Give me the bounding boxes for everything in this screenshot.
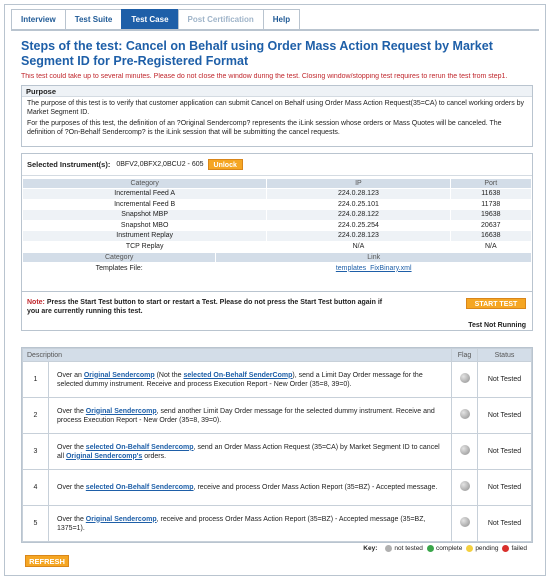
purpose-paragraph-2: For the purposes of this test, the definition of an ?Original Sendercomp? represents the iLink session whose orders or Mass Quotes will be canceled. The definition of ?On-Behalf Sendercomp? is the iLink session that will be submitting the cancel requests. (27, 120, 502, 136)
feed-ip: 224.0.25.254 (267, 220, 450, 231)
feed-port: 11638 (450, 189, 531, 200)
step-text: Over an (57, 371, 84, 379)
step-status: Not Tested (478, 362, 532, 398)
table-row (23, 434, 532, 470)
steps-header-description: Description (23, 349, 452, 362)
unlock-button[interactable]: Unlock (208, 159, 243, 170)
tab-test-case[interactable]: Test Case (121, 9, 178, 29)
feed-header-category: Category (23, 179, 267, 189)
feed-ip: 224.0.28.122 (267, 210, 450, 221)
step-number: 3 (23, 434, 49, 470)
templates-file-link[interactable]: templates_FixBinary.xml (335, 264, 412, 272)
step-text: , receive and process Order Mass Action Report (35=BZ) - Accepted message (35=BZ, 1375=1). (57, 515, 426, 532)
test-status-text: Test Not Running (468, 322, 526, 329)
status-dot-icon (460, 373, 470, 383)
step-term: selected On-Behalf SenderComp (183, 371, 293, 379)
feed-ip: 224.0.28.123 (267, 231, 450, 242)
table-row (23, 231, 532, 242)
refresh-button[interactable]: REFRESH (25, 555, 69, 567)
step-text: Over the (57, 515, 86, 523)
step-term: Original Sendercomp (85, 515, 157, 523)
step-text: , send an Order Mass Action Request (35=CA) by Market Segment ID to cancel all (57, 443, 440, 460)
table-row (23, 263, 532, 274)
feed-ip: 224.0.25.101 (267, 199, 450, 210)
feed-port: 16638 (450, 231, 531, 242)
key-label: Key: (363, 545, 378, 552)
step-flag (452, 506, 478, 542)
step-status: Not Tested (478, 470, 532, 506)
feed-port: N/A (450, 241, 531, 252)
feed-category: Incremental Feed A (23, 189, 267, 200)
feed-category: Snapshot MBO (23, 220, 267, 231)
step-flag (452, 434, 478, 470)
failed-dot-icon (502, 545, 509, 552)
pending-dot-icon (466, 545, 473, 552)
note-body: Press the Start Test button to start or restart a Test. Please do not press the Start Test button again if you are currently running this test. (27, 299, 383, 315)
instrument-panel (21, 153, 533, 300)
key-failed: failed (511, 545, 527, 552)
purpose-panel (21, 85, 533, 147)
status-dot-icon (460, 517, 470, 527)
steps-header-status: Status (478, 349, 532, 362)
step-text: Over the (57, 484, 86, 491)
step-text: ), send a Limit Day Order message for the selected dummy instrument. Receive and process Execution Report - New Order (35=8, 39=0). (57, 371, 423, 388)
step-description (49, 362, 452, 398)
step-flag (452, 470, 478, 506)
feed-category: Incremental Feed B (23, 199, 267, 210)
step-term: Original Sendercomp's (65, 452, 143, 460)
key-pending: pending (475, 545, 499, 552)
feed-category: TCP Replay (23, 241, 267, 252)
feed-port: 20637 (450, 220, 531, 231)
table-row (23, 189, 532, 200)
start-test-button[interactable]: START TEST (466, 298, 526, 309)
warning-text: This test could take up to several minutes. Please do not close the window during the test. Closing window/stopping test requires to rerun the test from step1. (21, 73, 508, 80)
table-row (23, 199, 532, 210)
feed-ip: N/A (267, 241, 450, 252)
page-title: Steps of the test: Cancel on Behalf using Order Mass Action Request by Market Segment ID for Pre-Registered Format (21, 39, 493, 68)
tab-post-certification: Post Certification (178, 9, 264, 29)
step-description (49, 434, 452, 470)
templates-link-cell (216, 263, 532, 274)
step-number: 4 (23, 470, 49, 506)
step-text: Over the (57, 407, 86, 415)
feed-header-port: Port (450, 179, 531, 189)
feed-header-ip: IP (267, 179, 450, 189)
step-text: Over the (57, 443, 86, 451)
note-panel (21, 291, 533, 331)
step-text: , send another Limit Day Order message for the selected dummy instrument. Receive and process Execution Report - New Order (35=8, 39=0). (57, 407, 435, 424)
templates-header-link: Link (216, 253, 532, 263)
steps-header-flag: Flag (452, 349, 478, 362)
feed-category: Instrument Replay (23, 231, 267, 242)
feed-port: 11738 (450, 199, 531, 210)
table-row (23, 398, 532, 434)
templates-table (22, 252, 532, 274)
step-term: selected On-Behalf Sendercomp (85, 484, 194, 491)
step-status: Not Tested (478, 506, 532, 542)
instrument-label: Selected Instrument(s): (27, 160, 111, 169)
step-text: orders. (142, 452, 167, 460)
tab-divider (11, 29, 539, 31)
status-dot-icon (460, 481, 470, 491)
tab-interview[interactable]: Interview (11, 9, 66, 29)
step-description (49, 398, 452, 434)
purpose-heading: Purpose (22, 86, 532, 97)
feed-category: Snapshot MBP (23, 210, 267, 221)
table-row (23, 470, 532, 506)
table-row (23, 220, 532, 231)
step-description (49, 506, 452, 542)
key-not-tested: not tested (394, 545, 423, 552)
step-number: 1 (23, 362, 49, 398)
tab-bar (11, 9, 299, 29)
step-status: Not Tested (478, 434, 532, 470)
table-row (23, 210, 532, 221)
status-dot-icon (460, 445, 470, 455)
complete-dot-icon (427, 545, 434, 552)
instrument-value: 0BFV2,0BFX2,0BCU2 - 605 (116, 161, 204, 168)
steps-panel (21, 347, 533, 543)
tab-test-suite[interactable]: Test Suite (65, 9, 123, 29)
status-key (363, 545, 527, 552)
table-row (23, 241, 532, 252)
tab-help[interactable]: Help (263, 9, 300, 29)
step-text: , receive and process Order Mass Action Report (35=BZ) - Accepted message. (193, 484, 438, 491)
step-term: Original Sendercomp (85, 407, 157, 415)
step-text: (Not the (154, 371, 184, 379)
step-flag (452, 362, 478, 398)
not-tested-dot-icon (385, 545, 392, 552)
feed-ip: 224.0.28.123 (267, 189, 450, 200)
feed-port: 19638 (450, 210, 531, 221)
step-status: Not Tested (478, 398, 532, 434)
instrument-header (22, 154, 532, 176)
status-dot-icon (460, 409, 470, 419)
step-number: 2 (23, 398, 49, 434)
page-frame (4, 4, 546, 576)
step-term: Original Sendercomp (83, 371, 155, 379)
feed-table (22, 178, 532, 252)
key-complete: complete (435, 545, 463, 552)
step-number: 5 (23, 506, 49, 542)
step-flag (452, 398, 478, 434)
step-description (49, 470, 452, 506)
purpose-paragraph-1: The purpose of this test is to verify that customer application can submit Cancel on Behalf using Order Mass Action Request(35=CA) to cancel working orders by Market Segment ID. (27, 100, 525, 116)
table-row (23, 362, 532, 398)
table-row (23, 506, 532, 542)
steps-table (22, 348, 532, 542)
step-term: selected On-Behalf Sendercomp (85, 443, 194, 451)
note-prefix: Note: (27, 299, 45, 306)
note-text (27, 298, 387, 316)
templates-label: Templates File: (95, 264, 143, 272)
templates-header-category: Category (23, 253, 216, 263)
